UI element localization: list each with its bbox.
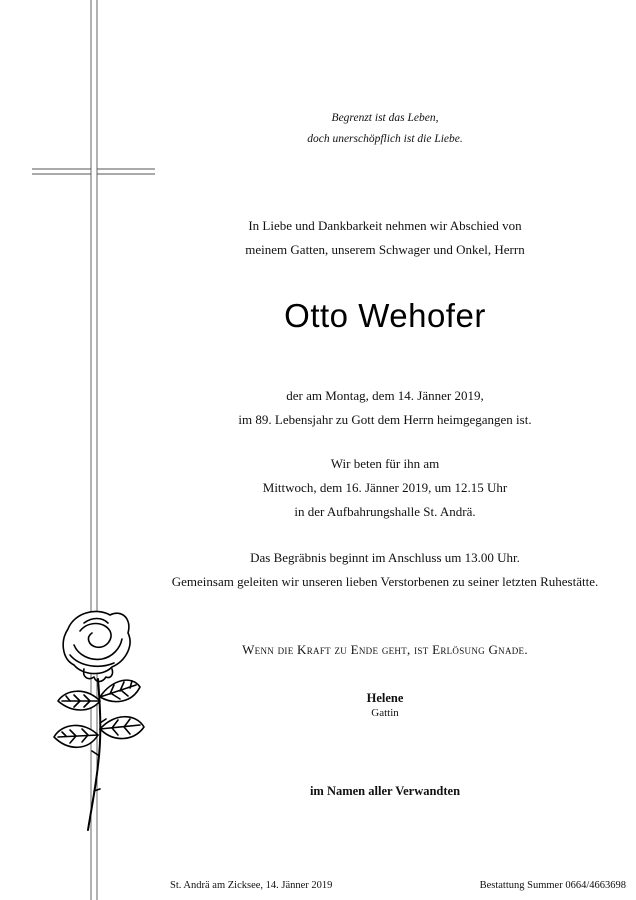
death-info-line-1: der am Montag, dem 14. Jänner 2019, bbox=[286, 388, 484, 403]
motto bbox=[150, 108, 620, 150]
footer-undertaker: Bestattung Summer 0664/4663698 bbox=[479, 880, 626, 891]
relatives-line: im Namen aller Verwandten bbox=[309, 784, 461, 798]
death-info bbox=[150, 384, 620, 432]
prayer-info-line-3: in der Aufbahrungshalle St. Andrä. bbox=[294, 504, 476, 519]
intro-text bbox=[150, 214, 620, 262]
motto-line-1: Begrenzt ist das Leben, bbox=[331, 112, 439, 124]
funeral-info bbox=[150, 546, 620, 594]
prayer-info-line-1: Wir beten für ihn am bbox=[330, 456, 440, 471]
signer-name: Helene bbox=[366, 691, 404, 705]
closing-quote: Wenn die Kraft zu Ende geht, ist Erlösung Gnade. bbox=[242, 642, 528, 657]
prayer-info-line-2: Mittwoch, dem 16. Jänner 2019, um 12.15 Uhr bbox=[262, 480, 508, 495]
prayer-info bbox=[150, 452, 620, 524]
death-info-line-2: im 89. Lebensjahr zu Gott dem Herrn heimgegangen ist. bbox=[238, 412, 532, 427]
intro-line-1: In Liebe und Dankbarkeit nehmen wir Abschied von bbox=[248, 218, 522, 233]
funeral-info-line-2: Gemeinsam geleiten wir unseren lieben Verstorbenen zu seiner letzten Ruhestätte. bbox=[171, 574, 599, 589]
funeral-info-line-1: Das Begräbnis beginnt im Anschluss um 13.00 Uhr. bbox=[250, 550, 520, 565]
signer-role: Gattin bbox=[371, 707, 399, 719]
footer-place-date: St. Andrä am Zicksee, 14. Jänner 2019 bbox=[170, 880, 333, 891]
intro-line-2: meinem Gatten, unserem Schwager und Onkel, Herrn bbox=[245, 242, 525, 257]
motto-line-2: doch unerschöpflich ist die Liebe. bbox=[307, 133, 463, 145]
deceased-name: Otto Wehofer bbox=[284, 297, 486, 334]
